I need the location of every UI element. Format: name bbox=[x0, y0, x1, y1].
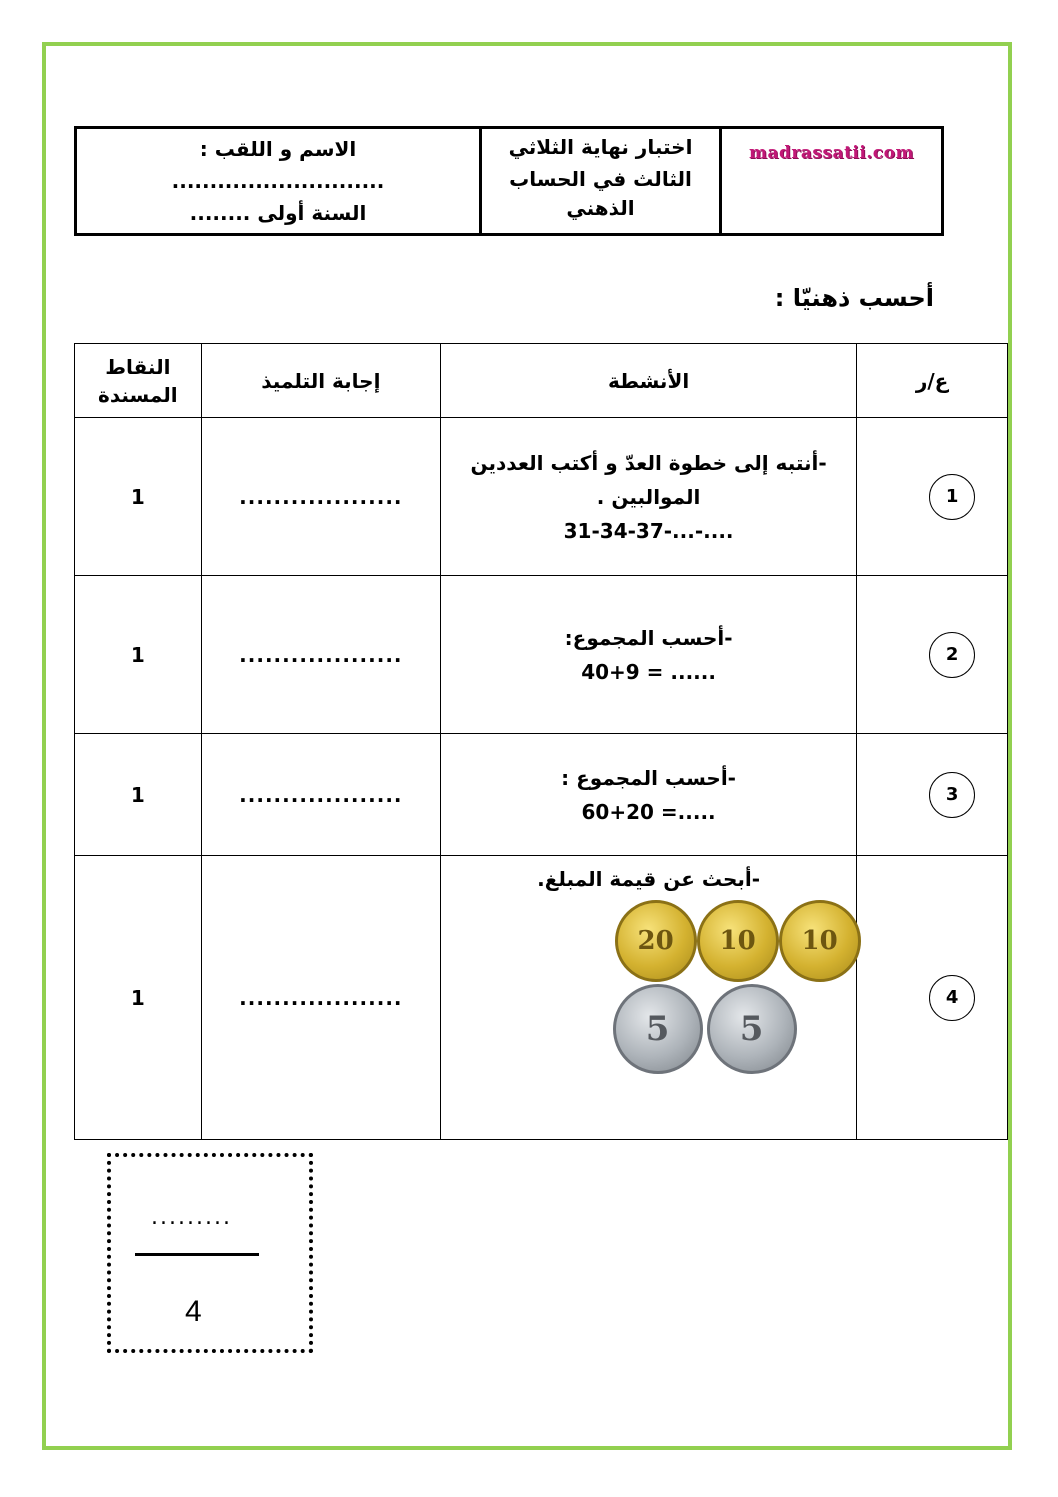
activity-line: 31-34-37-...-.... bbox=[563, 518, 734, 543]
score-dots[interactable]: ......... bbox=[151, 1205, 232, 1230]
exam-title-cell bbox=[482, 129, 722, 233]
activity-cell bbox=[440, 418, 856, 576]
coin-20: 20 bbox=[615, 900, 697, 982]
activity-line: 40+9 = ...... bbox=[581, 659, 716, 684]
answer-cell[interactable]: ................... bbox=[201, 418, 440, 576]
row-number-circle: 4 bbox=[929, 975, 975, 1021]
table-row bbox=[75, 418, 1008, 576]
row-number-circle: 1 bbox=[929, 474, 975, 520]
coin-5: 5 bbox=[707, 984, 797, 1074]
activity-cell bbox=[440, 856, 856, 1140]
activity-line: -أحسب المجموع: bbox=[564, 625, 733, 650]
coin-10: 10 bbox=[779, 900, 861, 982]
activity-cell bbox=[440, 734, 856, 856]
activity-line: 60+20 =..... bbox=[581, 799, 716, 824]
answer-cell[interactable]: ................... bbox=[201, 856, 440, 1140]
score-box bbox=[107, 1153, 313, 1353]
row-number-circle: 2 bbox=[929, 632, 975, 678]
exam-title-line-2: الثالث في الحساب bbox=[509, 167, 692, 191]
activity-line: -أبحث عن قيمة المبلغ. bbox=[537, 867, 761, 891]
header-points: النقاط المسندة bbox=[75, 344, 202, 418]
coin-10: 10 bbox=[697, 900, 779, 982]
score-total: 4 bbox=[185, 1295, 202, 1328]
name-label: الاسم و اللقب : bbox=[199, 137, 357, 161]
activity-cell bbox=[440, 576, 856, 734]
coin-5: 5 bbox=[613, 984, 703, 1074]
activity-line: الموالبين . bbox=[596, 484, 701, 509]
site-cell bbox=[722, 129, 941, 233]
header-activities: الأنشطة bbox=[440, 344, 856, 418]
instruction: أحسب ذهنيّا : bbox=[774, 284, 934, 312]
activity-line: -أنتبه إلى خطوة العدّ و أكتب العددين bbox=[470, 450, 827, 475]
name-dots: ............................ bbox=[171, 169, 385, 193]
table-header-row bbox=[75, 344, 1008, 418]
points-cell: 1 bbox=[75, 856, 202, 1140]
table-row bbox=[75, 734, 1008, 856]
table-row bbox=[75, 576, 1008, 734]
answer-cell[interactable]: ................... bbox=[201, 576, 440, 734]
score-fraction-line bbox=[135, 1253, 259, 1256]
student-info-cell bbox=[77, 129, 482, 233]
row-number-circle: 3 bbox=[929, 772, 975, 818]
table-row bbox=[75, 856, 1008, 1140]
year-label: السنة أولى ........ bbox=[189, 201, 367, 225]
header-num: ع/ر bbox=[857, 344, 1008, 418]
activities-table bbox=[74, 343, 1008, 1140]
exam-title-line-1: اختبار نهاية الثلاثي bbox=[508, 135, 693, 159]
answer-cell[interactable]: ................... bbox=[201, 734, 440, 856]
points-cell: 1 bbox=[75, 418, 202, 576]
header-answer: إجابة التلميذ bbox=[201, 344, 440, 418]
exam-title-line-3: الذهني bbox=[566, 196, 635, 220]
activity-line: -أحسب المجموع : bbox=[561, 765, 736, 790]
header-table bbox=[74, 126, 944, 236]
points-cell: 1 bbox=[75, 576, 202, 734]
points-cell: 1 bbox=[75, 734, 202, 856]
site-logo-text: madrassatii.com bbox=[749, 143, 914, 163]
coins-image bbox=[519, 896, 838, 1076]
